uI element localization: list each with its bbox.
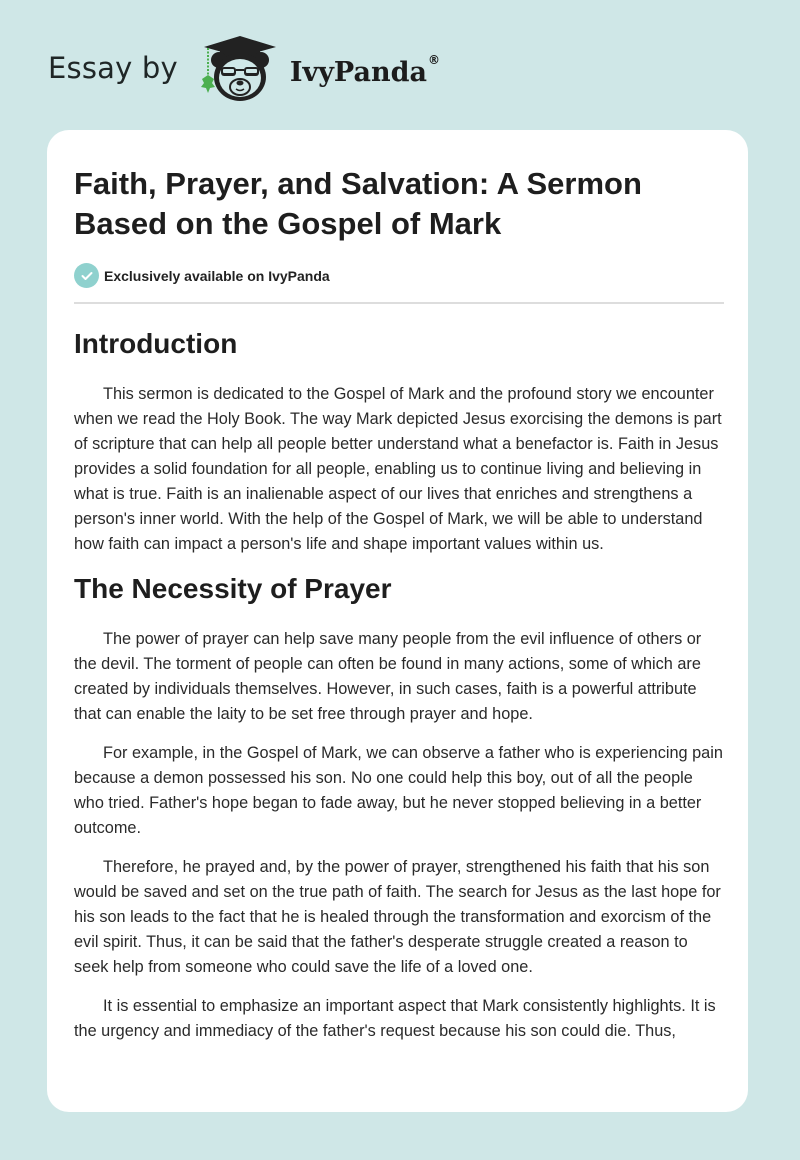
paragraph: This sermon is dedicated to the Gospel of Mark and the profound story we encounter when we read the Holy Book. The way Mark depicted Jesus exorcising the demons is part of scripture that can help all people better understand what a benefactor is. Faith in Jesus provides a solid foundation for all people, enabling us to continue living and believing in what is true. Faith is an inalienable aspect of our lives that enriches and strengthens a person's inner world. With the help of the Gospel of Mark, we will be able to understand how faith can impact a person's life and shape important values within us. (74, 385, 722, 553)
site-header (0, 0, 800, 120)
check-circle-icon (74, 263, 99, 288)
essay-content (74, 320, 724, 1044)
panda-graduation-cap-icon (194, 33, 286, 105)
brand-name-text: IvyPanda (289, 56, 427, 88)
paragraph: For example, in the Gospel of Mark, we can observe a father who is experiencing pain because a demon possessed his son. No one could help this boy, out of all the people who tried. Father's hope began to fade away, but he never stopped believing in a better outcome. (74, 744, 723, 837)
essay-card (47, 130, 748, 1112)
essay-by-label: Essay by (48, 51, 178, 85)
exclusive-badge-text: Exclusively available on IvyPanda (104, 267, 330, 284)
registered-mark: ® (427, 52, 440, 67)
paragraph: Therefore, he prayed and, by the power of prayer, strengthened his faith that his son would be saved and set on the true path of faith. The search for Jesus as the last hope for his son leads to the fact that he is healed through the transformation and exorcism of the evil spirit. Thus, it can be said that the father's desperate struggle created a reason to seek help from someone who could save the life of a loved one. (74, 858, 721, 976)
paragraph: It is essential to emphasize an important aspect that Mark consistently highlights. It is the urgency and immediacy of the father's request because his son could die. Thus, (74, 997, 716, 1040)
exclusive-badge (74, 263, 330, 288)
title-divider (74, 302, 724, 304)
brand-name (289, 52, 440, 88)
section-necessity-of-prayer (74, 571, 724, 1044)
brand-logo-link[interactable] (48, 34, 440, 104)
page-title: Faith, Prayer, and Salvation: A Sermon Based on the Gospel of Mark (74, 166, 642, 241)
section-heading: Introduction (74, 328, 238, 359)
paragraph: The power of prayer can help save many people from the evil influence of others or the devil. The torment of people can often be found in many actions, some of which are created by individuals themselves. However, in such cases, faith is a powerful attribute that can enable the laity to be set free through prayer and hope. (74, 630, 702, 723)
section-heading: The Necessity of Prayer (74, 573, 392, 604)
section-introduction (74, 326, 724, 557)
